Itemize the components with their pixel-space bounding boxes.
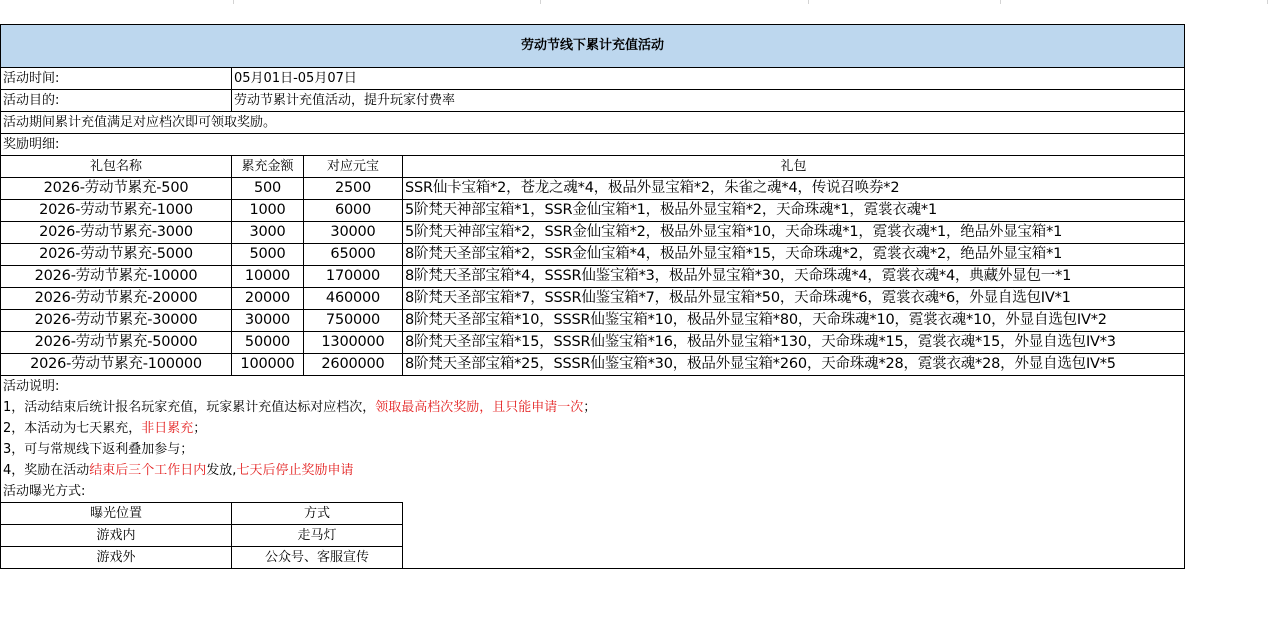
exposure-header-row [1, 503, 1185, 525]
note-tail: ； [193, 421, 207, 436]
reward-gift[interactable]: 5阶梵天神部宝箱*2，SSR金仙宝箱*2，极品外显宝箱*10，天命珠魂*1，霓裳衣魂*1，绝品外显宝箱*1 [403, 222, 1185, 244]
note-highlight-2: 七天后停止奖励申请 [236, 463, 354, 478]
note-text: 1，活动结束后统计报名玩家充值，玩家累计充值达标对应档次， [3, 400, 376, 415]
reward-amount[interactable]: 5000 [232, 244, 304, 266]
reward-name[interactable]: 2026-劳动节累充-500 [1, 178, 232, 200]
note-text: 4，奖励在活动 [3, 463, 90, 478]
reward-amount[interactable]: 30000 [232, 310, 304, 332]
reward-ingot[interactable]: 460000 [304, 288, 403, 310]
reward-row [1, 178, 1185, 200]
reward-ingot[interactable]: 170000 [304, 266, 403, 288]
purpose-row [1, 90, 1185, 112]
note-cell[interactable] [1, 460, 1185, 481]
note-row [1, 439, 1185, 460]
reward-amount[interactable]: 20000 [232, 288, 304, 310]
exposure-row [1, 547, 1185, 569]
purpose-value[interactable]: 劳动节累计充值活动，提升玩家付费率 [232, 90, 1185, 112]
notes-label[interactable]: 活动说明: [1, 376, 1185, 398]
reward-name[interactable]: 2026-劳动节累充-3000 [1, 222, 232, 244]
reward-ingot[interactable]: 750000 [304, 310, 403, 332]
reward-ingot[interactable]: 2600000 [304, 354, 403, 376]
header-ingot[interactable]: 对应元宝 [304, 156, 403, 178]
detail-label[interactable]: 奖励明细: [1, 134, 1185, 156]
reward-row [1, 266, 1185, 288]
reward-gift[interactable]: SSR仙卡宝箱*2，苍龙之魂*4，极品外显宝箱*2，朱雀之魂*4，传说召唤券*2 [403, 178, 1185, 200]
reward-amount[interactable]: 500 [232, 178, 304, 200]
reward-row [1, 332, 1185, 354]
reward-ingot[interactable]: 6000 [304, 200, 403, 222]
note-row [1, 460, 1185, 481]
header-gift[interactable]: 礼包 [403, 156, 1185, 178]
spreadsheet-grid [0, 24, 1185, 569]
reward-row [1, 222, 1185, 244]
note-cell[interactable] [1, 397, 1185, 418]
exposure-header-method[interactable]: 方式 [232, 503, 403, 525]
note-text: 2，本活动为七天累充， [3, 421, 142, 436]
reward-header-row [1, 156, 1185, 178]
reward-ingot[interactable]: 30000 [304, 222, 403, 244]
reward-name[interactable]: 2026-劳动节累充-1000 [1, 200, 232, 222]
rule-row [1, 112, 1185, 134]
note-text: 3，可与常规线下返利叠加参与； [3, 442, 194, 457]
reward-name[interactable]: 2026-劳动节累充-5000 [1, 244, 232, 266]
reward-amount[interactable]: 3000 [232, 222, 304, 244]
reward-row [1, 354, 1185, 376]
note-mid: 发放, [206, 463, 237, 478]
note-cell[interactable] [1, 418, 1185, 439]
note-tail: ； [583, 400, 597, 415]
reward-amount[interactable]: 50000 [232, 332, 304, 354]
reward-row [1, 200, 1185, 222]
exposure-header-position[interactable]: 曝光位置 [1, 503, 232, 525]
reward-amount[interactable]: 10000 [232, 266, 304, 288]
empty-cell[interactable] [403, 503, 1185, 525]
reward-ingot[interactable]: 2500 [304, 178, 403, 200]
reward-name[interactable]: 2026-劳动节累充-10000 [1, 266, 232, 288]
column-header-strip [0, 0, 1275, 4]
empty-cell[interactable] [403, 525, 1185, 547]
time-row [1, 68, 1185, 90]
reward-gift[interactable]: 8阶梵天圣部宝箱*10，SSSR仙鉴宝箱*10，极品外显宝箱*80，天命珠魂*10，霓裳衣魂*10，外显自选包IV*2 [403, 310, 1185, 332]
reward-name[interactable]: 2026-劳动节累充-50000 [1, 332, 232, 354]
header-name[interactable]: 礼包名称 [1, 156, 232, 178]
note-highlight: 领取最高档次奖励，且只能申请一次 [375, 400, 584, 415]
reward-gift[interactable]: 8阶梵天圣部宝箱*15，SSSR仙鉴宝箱*16，极品外显宝箱*130，天命珠魂*15，霓裳衣魂*15，外显自选包IV*3 [403, 332, 1185, 354]
header-amount[interactable]: 累充金额 [232, 156, 304, 178]
reward-row [1, 244, 1185, 266]
detail-row [1, 134, 1185, 156]
reward-gift[interactable]: 5阶梵天神部宝箱*1，SSR金仙宝箱*1，极品外显宝箱*2，天命珠魂*1，霓裳衣魂*1 [403, 200, 1185, 222]
exposure-row [1, 525, 1185, 547]
time-label[interactable]: 活动时间: [1, 68, 232, 90]
note-highlight: 结束后三个工作日内 [89, 463, 207, 478]
reward-amount[interactable]: 100000 [232, 354, 304, 376]
note-row [1, 397, 1185, 418]
sheet-title[interactable]: 劳动节线下累计充值活动 [1, 25, 1185, 68]
title-row [1, 25, 1185, 68]
reward-amount[interactable]: 1000 [232, 200, 304, 222]
reward-gift[interactable]: 8阶梵天圣部宝箱*25，SSSR仙鉴宝箱*30，极品外显宝箱*260，天命珠魂*28，霓裳衣魂*28，外显自选包IV*5 [403, 354, 1185, 376]
note-cell[interactable] [1, 439, 1185, 460]
exposure-label-row [1, 481, 1185, 503]
reward-gift[interactable]: 8阶梵天圣部宝箱*7，SSSR仙鉴宝箱*7，极品外显宝箱*50，天命珠魂*6，霓裳衣魂*6，外显自选包IV*1 [403, 288, 1185, 310]
note-row [1, 418, 1185, 439]
exposure-label[interactable]: 活动曝光方式: [1, 481, 1185, 503]
reward-ingot[interactable]: 65000 [304, 244, 403, 266]
exposure-method[interactable]: 公众号、客服宣传 [232, 547, 403, 569]
reward-gift[interactable]: 8阶梵天圣部宝箱*2，SSR金仙宝箱*4，极品外显宝箱*15，天命珠魂*2，霓裳衣魂*2，绝品外显宝箱*1 [403, 244, 1185, 266]
reward-name[interactable]: 2026-劳动节累充-100000 [1, 354, 232, 376]
notes-header-row [1, 376, 1185, 398]
reward-row [1, 288, 1185, 310]
purpose-label[interactable]: 活动目的: [1, 90, 232, 112]
time-value[interactable]: 05月01日-05月07日 [232, 68, 1185, 90]
exposure-method[interactable]: 走马灯 [232, 525, 403, 547]
note-highlight: 非日累充 [141, 421, 194, 436]
empty-cell[interactable] [403, 547, 1185, 569]
rule-line[interactable]: 活动期间累计充值满足对应档次即可领取奖励。 [1, 112, 1185, 134]
reward-name[interactable]: 2026-劳动节累充-20000 [1, 288, 232, 310]
reward-ingot[interactable]: 1300000 [304, 332, 403, 354]
reward-gift[interactable]: 8阶梵天圣部宝箱*4，SSSR仙鉴宝箱*3，极品外显宝箱*30，天命珠魂*4，霓裳衣魂*4，典藏外显包一*1 [403, 266, 1185, 288]
reward-name[interactable]: 2026-劳动节累充-30000 [1, 310, 232, 332]
reward-row [1, 310, 1185, 332]
exposure-position[interactable]: 游戏内 [1, 525, 232, 547]
exposure-position[interactable]: 游戏外 [1, 547, 232, 569]
